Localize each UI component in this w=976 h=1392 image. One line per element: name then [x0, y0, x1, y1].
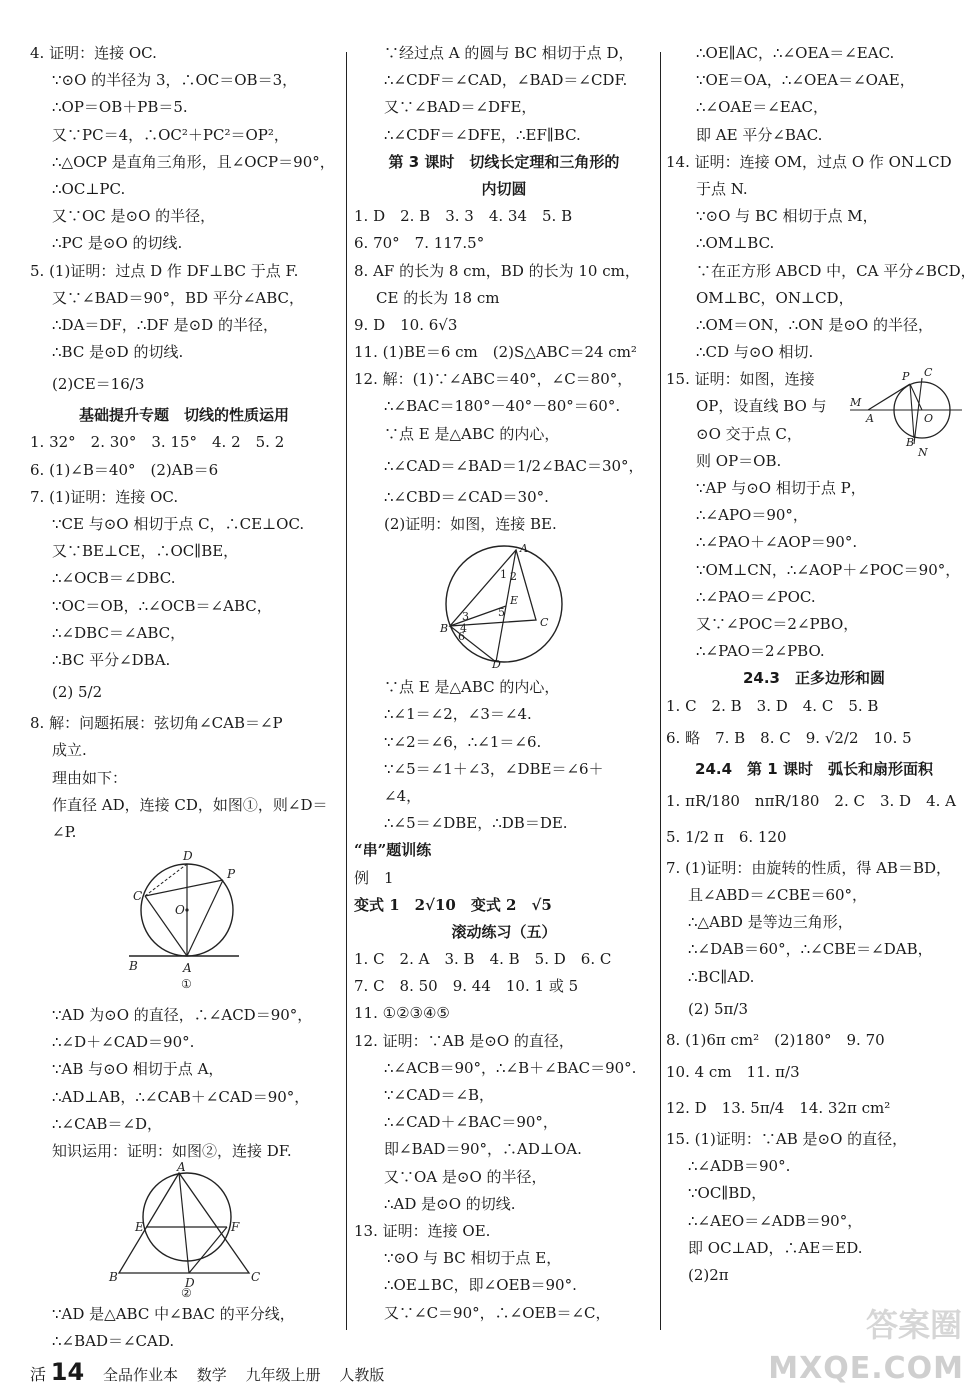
text-line: OM⊥BC，ON⊥CD， [696, 288, 854, 307]
section-heading: 滚动练习（五） [451, 922, 557, 941]
text-line: ∴∠OAE＝∠EAC， [696, 98, 829, 117]
text-line: ∴∠5＝∠DBE，∴DB＝DE. [384, 814, 568, 833]
text-line: ∵⊙O 与 BC 相切于点 M， [696, 207, 878, 226]
page-number: 14 [50, 1358, 85, 1386]
text-line: 7. C 8. 50 9. 44 10. 1 或 5 [354, 977, 579, 996]
text-line: ∵∠CAD＝∠B， [384, 1086, 495, 1104]
text-line: ⊙O 交于点 C， [696, 424, 802, 443]
text-line: ∵经过点 A 的圆与 BC 相切于点 D， [384, 44, 634, 62]
column-divider-1 [346, 52, 347, 1330]
section-heading: 24.4 第 1 课时 弧长和扇形面积 [695, 759, 933, 778]
fig2-label: D [185, 1276, 195, 1291]
text-line: 1. C 2. A 3. B 4. B 5. D 6. C [354, 950, 612, 969]
figure-2 [99, 1160, 269, 1301]
text-line: 7. (1)证明：由旋转的性质，得 AB＝BD， [666, 858, 952, 877]
text-line: 即 OC⊥AD，∴AE＝ED. [688, 1238, 863, 1257]
text-line: ∴AD 是⊙O 的切线. [384, 1194, 516, 1213]
text-line: 成立. [52, 741, 87, 760]
figure-4 [844, 366, 962, 458]
figure-3 [424, 542, 584, 670]
text-line: (2) 5π/3 [688, 999, 749, 1018]
section-heading: 内切圆 [481, 179, 527, 198]
text-line: 6. 70° 7. 117.5° [354, 234, 485, 253]
text-line: ∴△OCP 是直角三角形，且∠OCP＝90°， [52, 152, 335, 171]
column-3 [666, 40, 976, 1289]
text-line: ∴BC 是⊙D 的切线. [52, 343, 184, 362]
text-line: 6. (1)∠B＝40° (2)AB＝6 [30, 460, 219, 479]
text-line: 8. 解：问题拓展：弦切角∠CAB＝∠P [30, 714, 283, 733]
footer-grade: 九年级上册 [245, 1366, 321, 1384]
column-2 [354, 40, 654, 1327]
problem-15-block [666, 366, 962, 460]
text-line: OP，设直线 BO 与 [696, 397, 827, 416]
text-line: ∴CD 与⊙O 相切. [696, 343, 814, 362]
text-line: ∴∠CDF＝∠DFE，∴EF∥BC. [384, 125, 581, 144]
text-line: ∴∠AEO＝∠ADB＝90°， [688, 1211, 863, 1230]
page-footer [30, 1358, 398, 1386]
text-line: ∵点 E 是△ABC 的内心， [384, 678, 560, 697]
text-line: ∴∠PAO＝∠POC. [696, 587, 816, 606]
text-line: ∴OE∥AC，∴∠OEA＝∠EAC. [696, 44, 895, 62]
text-line: ∴∠DBC＝∠ABC， [52, 623, 186, 642]
fig3-label: 6 [458, 630, 465, 644]
text-line: ∴∠ADB＝90°. [688, 1157, 791, 1176]
text-line: (2)2π [688, 1265, 729, 1284]
text-line: ∵在正方形 ABCD 中，CA 平分∠BCD， [696, 261, 976, 280]
text-line: 又∵BE⊥CE，∴OC∥BE， [52, 542, 239, 561]
text-line: 13. 证明：连接 OE. [354, 1221, 491, 1240]
text-line: 9. D 10. 6√3 [354, 315, 458, 334]
text-line: 于点 N. [696, 179, 748, 198]
text-line: ∴∠BAC＝180°－40°－80°＝60°. [384, 397, 621, 416]
text-line: 5. 1/2 π 6. 120 [666, 827, 787, 846]
fig3-label: D [492, 658, 501, 672]
text-line: 作直径 AD，连接 CD，如图①，则∠D＝ [52, 795, 328, 814]
text-line: ∴OC⊥PC. [52, 179, 126, 198]
fig2-label: F [231, 1220, 240, 1235]
fig4-label: N [918, 446, 928, 460]
fig1-caption: ① [181, 977, 192, 992]
fig4-label: P [902, 370, 910, 384]
text-line: 例 1 [354, 868, 394, 887]
fig1-label: O [175, 903, 185, 918]
section-heading: 第 3 课时 切线长定理和三角形的 [388, 152, 620, 171]
text-line: 4. 证明：连接 OC. [30, 44, 157, 62]
fig4-label: M [850, 396, 862, 410]
text-line: ∵⊙O 的半径为 3，∴OC＝OB＝3， [52, 71, 298, 90]
text-line: 又∵OC 是⊙O 的半径， [52, 207, 216, 226]
text-line: 即 AE 平分∠BAC. [696, 125, 823, 144]
fig3-label: B [440, 622, 449, 636]
fig1-label: B [129, 959, 138, 974]
text-line: ∴OP＝OB＋PB＝5. [52, 98, 188, 117]
fig3-label: 5 [498, 606, 505, 620]
text-line: 变式 1 2√10 变式 2 √5 [354, 895, 552, 914]
text-line: 又∵∠BAD＝90°，BD 平分∠ABC， [52, 288, 305, 307]
text-line: 10. 4 cm 11. π/3 [666, 1063, 800, 1081]
fig3-label: A [520, 542, 528, 556]
fig2-label: C [251, 1270, 261, 1285]
footer-edition: 人教版 [339, 1366, 385, 1384]
text-line: 1. πR/180 nπR/180 2. C 3. D 4. A [666, 791, 956, 810]
text-line: ∵点 E 是△ABC 的内心， [384, 424, 560, 443]
fig2-label: E [135, 1220, 144, 1235]
figure-1 [99, 850, 269, 998]
text-line: ∴∠OCB＝∠DBC. [52, 569, 176, 588]
text-line: (2)证明：如图，连接 BE. [384, 515, 557, 533]
text-line: ∵AD 是△ABC 中∠BAC 的平分线， [52, 1305, 295, 1324]
text-line: ∴AD⊥AB，∴∠CAB＋∠CAD＝90°， [52, 1087, 310, 1106]
fig4-label: A [866, 412, 874, 426]
watermark-bottom: MXQE.COM [768, 1351, 964, 1386]
text-line: ∵∠2＝∠6，∴∠1＝∠6. [384, 732, 542, 751]
fig2-caption: ② [181, 1286, 192, 1301]
text-line: 11. ①②③④⑤ [354, 1004, 450, 1023]
text-line: 1. 32° 2. 30° 3. 15° 4. 2 5. 2 [30, 433, 285, 452]
text-line: (2) 5/2 [52, 683, 103, 702]
text-line: 11. (1)BE＝6 cm (2)S△ABC＝24 cm² [354, 343, 637, 362]
text-line: ∴△ABD 是等边三角形， [688, 913, 853, 932]
text-line: ∴∠BAD＝∠CAD. [52, 1332, 175, 1351]
text-line: 6. 略 7. B 8. C 9. √2/2 10. 5 [666, 728, 912, 747]
footer-huo: 活 [30, 1365, 47, 1384]
text-line: 12. D 13. 5π/4 14. 32π cm² [666, 1099, 891, 1117]
fig1-label: C [133, 889, 143, 904]
text-line: 12. 证明：∵AB 是⊙O 的直径， [354, 1031, 574, 1050]
text-line: 7. (1)证明：连接 OC. [30, 487, 179, 506]
fig4-label: B [906, 436, 915, 450]
text-line: 12. 解：(1)∵∠ABC＝40°，∠C＝80°， [354, 370, 633, 389]
text-line: ∠4， [384, 786, 422, 805]
text-line: 知识运用：证明：如图②，连接 DF. [52, 1142, 292, 1160]
text-line: ∴PC 是⊙O 的切线. [52, 234, 183, 253]
fig4-label: C [924, 366, 933, 380]
text-line: ∵OM⊥CN，∴∠AOP＋∠POC＝90°， [696, 560, 961, 579]
text-line: 15. (1)证明：∵AB 是⊙O 的直径， [666, 1130, 908, 1148]
fig3-label: 4 [460, 622, 467, 636]
text-line: ∴OE⊥BC，即∠OEB＝90°. [384, 1276, 577, 1295]
footer-book: 全品作业本 [102, 1366, 178, 1384]
text-line: ∵AP 与⊙O 相切于点 P， [696, 479, 866, 497]
text-line: 5. (1)证明：过点 D 作 DF⊥BC 于点 F. [30, 261, 299, 280]
text-line: 14. 证明：连接 OM，过点 O 作 ON⊥CD [666, 152, 952, 171]
text-line: 即∠BAD＝90°，∴AD⊥OA. [384, 1140, 582, 1159]
text-line: 则 OP＝OB. [696, 451, 782, 470]
column-1 [30, 40, 338, 1356]
text-line: ∴∠APO＝90°， [696, 506, 808, 525]
fig3-label: E [510, 594, 519, 608]
column-divider-2 [660, 52, 661, 1330]
text-line: ∵OE＝OA，∴∠OEA＝∠OAE， [696, 71, 915, 90]
text-line: ∴∠DAB＝60°，∴∠CBE＝∠DAB， [688, 940, 933, 959]
text-line: 1. C 2. B 3. D 4. C 5. B [666, 696, 879, 715]
text-line: 又∵OA 是⊙O 的半径， [384, 1167, 547, 1186]
text-line: 8. AF 的长为 8 cm，BD 的长为 10 cm， [354, 261, 640, 280]
text-line: ∵OC＝OB，∴∠OCB＝∠ABC， [52, 596, 272, 615]
text-line: ∴BC∥AD. [688, 967, 755, 986]
fig3-label: 3 [462, 610, 469, 624]
text-line: ∴∠CDF＝∠CAD，∠BAD＝∠CDF. [384, 71, 628, 90]
text-line: (2)CE＝16/3 [52, 375, 145, 394]
text-line: ∴∠D＋∠CAD＝90°. [52, 1033, 195, 1052]
text-line: 且∠ABD＝∠CBE＝60°， [688, 886, 868, 905]
text-line: ∴∠CAD＝∠BAD＝1/2∠BAC＝30°， [384, 456, 644, 475]
text-line: ∴∠CAD＋∠BAC＝90°， [384, 1113, 558, 1132]
text-line: 理由如下： [52, 768, 128, 787]
text-line: ∴OM⊥BC. [696, 234, 775, 253]
text-line: ∵⊙O 与 BC 相切于点 E， [384, 1249, 562, 1268]
fig1-label: A [183, 961, 192, 976]
text-line: ∵AD 为⊙O 的直径，∴∠ACD＝90°， [52, 1006, 313, 1025]
text-line: 又∵∠POC＝2∠PBO， [696, 614, 859, 633]
text-line: 又∵∠C＝90°，∴∠OEB＝∠C， [384, 1303, 611, 1322]
text-line: ∵∠5＝∠1＋∠3，∠DBE＝∠6＋ [384, 759, 604, 778]
watermark-top: 答案圈 [865, 1306, 962, 1344]
fig2-label: B [109, 1270, 118, 1285]
text-line: 又∵∠BAD＝∠DFE， [384, 98, 537, 117]
text-line: ∴∠ACB＝90°，∴∠B＋∠BAC＝90°. [384, 1058, 637, 1077]
text-line: ∵CE 与⊙O 相切于点 C，∴CE⊥OC. [52, 515, 305, 533]
text-line: ∴∠CBD＝∠CAD＝30°. [384, 487, 549, 506]
text-line: 1. D 2. B 3. 3 4. 34 5. B [354, 207, 573, 226]
fig1-label: D [183, 849, 193, 864]
section-heading: 24.3 正多边形和圆 [742, 669, 885, 688]
text-line: ∴OM＝ON，∴ON 是⊙O 的半径， [696, 315, 933, 334]
section-heading: “串”题训练 [354, 841, 432, 860]
text-line: 15. 证明：如图，连接 [666, 370, 815, 389]
text-line: ∴DA＝DF，∴DF 是⊙D 的半径， [52, 315, 278, 334]
text-line: ∠P. [52, 822, 77, 841]
text-line: ∵AB 与⊙O 相切于点 A， [52, 1060, 224, 1079]
fig3-label: C [540, 616, 549, 630]
text-line: ∴∠CAB＝∠D， [52, 1114, 163, 1133]
section-heading: 基础提升专题 切线的性质运用 [78, 406, 289, 425]
footer-subject: 数学 [196, 1366, 227, 1384]
fig4-label: O [924, 412, 934, 426]
text-line: 又∵PC＝4，∴OC²＋PC²＝OP²， [52, 125, 289, 144]
text-line: CE 的长为 18 cm [376, 288, 500, 307]
text-line: ∴∠PAO＋∠AOP＝90°. [696, 533, 858, 552]
text-line: ∴∠1＝∠2，∠3＝∠4. [384, 705, 532, 724]
text-line: ∴BC 平分∠DBA. [52, 650, 171, 669]
fig3-label: 2 [510, 570, 517, 584]
text-line: ∵OC∥BD， [688, 1184, 767, 1203]
fig3-label: 1 [500, 568, 507, 582]
fig1-label: P [227, 867, 236, 882]
text-line: 8. (1)6π cm² (2)180° 9. 70 [666, 1030, 885, 1049]
text-line: ∴∠PAO＝2∠PBO. [696, 642, 825, 661]
fig2-label: A [177, 1160, 186, 1175]
